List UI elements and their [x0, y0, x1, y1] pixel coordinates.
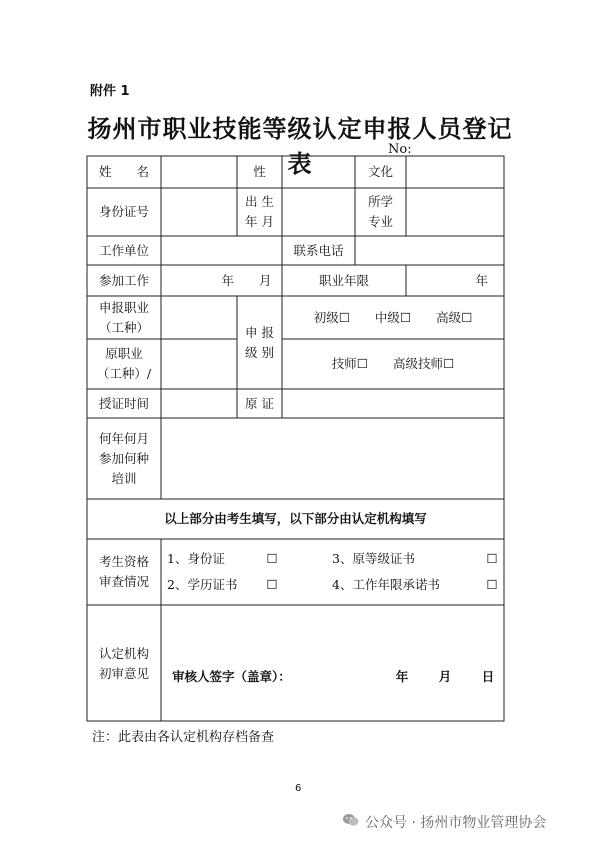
label-phone: 联系电话: [293, 242, 344, 258]
wechat-icon: [343, 813, 359, 827]
label-workplace: 工作单位: [98, 242, 149, 258]
level-options-basic: 初级☐ 中级☐ 高级☐: [313, 309, 473, 325]
form-title: 扬州市职业技能等级认定申报人员登记表: [87, 114, 513, 178]
label-work-start: 参加工作: [98, 272, 149, 288]
label-signature: 审核人签字（盖章）：: [172, 669, 291, 684]
number-label: No:: [388, 142, 412, 157]
label-apply-level: 申 报 级 别: [245, 324, 274, 360]
label-original-cert: 原 证: [245, 395, 274, 411]
check-original-cert: 3、原等级证书: [332, 551, 415, 566]
label-opinion: 认定机构 初审意见: [98, 646, 149, 681]
signature-month: 月: [438, 669, 452, 684]
check-education-cert: 2、学历证书: [167, 577, 238, 592]
label-education: 文化: [367, 164, 393, 179]
label-original-job: 原职业 （工种）/: [96, 346, 152, 381]
check-work-pledge: 4、工作年限承诺书: [332, 577, 440, 592]
label-work-years: 职业年限: [318, 272, 369, 288]
footnote: 注：此表由各认定机构存档备查: [92, 730, 275, 745]
label-year-month: 年 月: [221, 272, 272, 288]
checkbox-id-card[interactable]: ☐: [266, 551, 278, 566]
attachment-label: 附件 1: [90, 84, 130, 99]
section-divider: 以上部分由考生填写，以下部分由认定机构填写: [164, 511, 427, 526]
label-review: 考生资格 审查情况: [98, 554, 149, 589]
watermark: 公众号 · 扬州市物业管理协会: [365, 815, 547, 831]
label-name: 姓 名: [98, 164, 149, 179]
label-year-unit: 年: [475, 272, 488, 288]
label-training: 何年何月 参加何种 培训: [98, 430, 149, 486]
check-id-card: 1、身份证: [167, 551, 225, 566]
label-id-number: 身份证号: [98, 204, 149, 219]
label-cert-time: 授证时间: [98, 395, 149, 411]
label-apply-job: 申报职业 （工种）: [98, 299, 149, 335]
checkbox-original-cert[interactable]: ☐: [486, 551, 498, 566]
label-birth: 出 生 年 月: [245, 194, 274, 229]
signature-day: 日: [481, 669, 495, 684]
signature-year: 年: [395, 669, 409, 684]
page-number: 6: [295, 783, 302, 794]
checkbox-education-cert[interactable]: ☐: [266, 577, 278, 592]
checkbox-work-pledge[interactable]: ☐: [486, 577, 498, 592]
label-gender: 性: [253, 164, 266, 179]
label-major: 所学 专业: [367, 194, 393, 229]
level-options-technician: 技师☐ 高级技师☐: [331, 356, 455, 371]
